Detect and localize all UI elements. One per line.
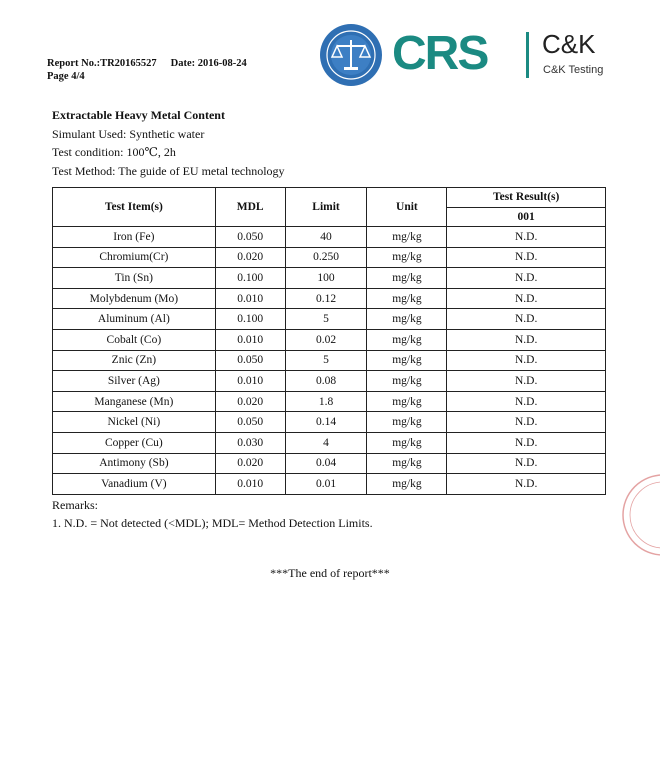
page-number: Page 4/4: [47, 71, 85, 82]
cell-limit: 40: [285, 227, 367, 248]
cell-unit: mg/kg: [367, 391, 447, 412]
cell-item: Vanadium (V): [53, 474, 216, 495]
table-row: [53, 247, 606, 268]
remarks-note: 1. N.D. = Not detected (<MDL); MDL= Method Detection Limits.: [52, 516, 373, 530]
cell-result: N.D.: [447, 329, 606, 350]
cell-mdl: 0.050: [215, 350, 285, 371]
cell-result: N.D.: [447, 350, 606, 371]
cell-mdl: 0.020: [215, 247, 285, 268]
cell-result: N.D.: [447, 371, 606, 392]
cell-limit: 0.14: [285, 412, 367, 433]
cell-limit: 0.01: [285, 474, 367, 495]
header-test-result: Test Result(s): [447, 188, 606, 208]
cell-mdl: 0.030: [215, 432, 285, 453]
table-row: [53, 412, 606, 433]
cell-mdl: 0.010: [215, 474, 285, 495]
cell-result: N.D.: [447, 288, 606, 309]
cell-limit: 0.12: [285, 288, 367, 309]
header-test-item: Test Item(s): [53, 188, 216, 227]
table-row: [53, 371, 606, 392]
table-row: [53, 268, 606, 289]
header-sample-id: 001: [447, 207, 606, 227]
cell-unit: mg/kg: [367, 350, 447, 371]
cell-result: N.D.: [447, 268, 606, 289]
cell-mdl: 0.010: [215, 371, 285, 392]
cell-unit: mg/kg: [367, 432, 447, 453]
cell-limit: 5: [285, 350, 367, 371]
cell-item: Nickel (Ni): [53, 412, 216, 433]
cell-result: N.D.: [447, 227, 606, 248]
crs-logo: CRS: [392, 27, 488, 80]
end-of-report: ***The end of report***: [270, 566, 390, 580]
cell-item: Znic (Zn): [53, 350, 216, 371]
cell-result: N.D.: [447, 432, 606, 453]
ck-subtitle: C&K Testing: [543, 64, 604, 76]
header-mdl: MDL: [215, 188, 285, 227]
table-row: [53, 227, 606, 248]
table-row: [53, 391, 606, 412]
results-table: [52, 187, 606, 495]
cell-item: Chromium(Cr): [53, 247, 216, 268]
cell-unit: mg/kg: [367, 268, 447, 289]
cell-unit: mg/kg: [367, 412, 447, 433]
table-row: [53, 309, 606, 330]
cell-mdl: 0.050: [215, 412, 285, 433]
cell-limit: 0.04: [285, 453, 367, 474]
cell-mdl: 0.010: [215, 288, 285, 309]
test-description: [52, 106, 285, 180]
cell-item: Tin (Sn): [53, 268, 216, 289]
cell-unit: mg/kg: [367, 474, 447, 495]
cell-result: N.D.: [447, 412, 606, 433]
cell-item: Manganese (Mn): [53, 391, 216, 412]
cell-limit: 4: [285, 432, 367, 453]
cell-limit: 5: [285, 309, 367, 330]
cell-limit: 0.02: [285, 329, 367, 350]
section-title: Extractable Heavy Metal Content: [52, 108, 225, 122]
remarks: [52, 496, 373, 532]
cell-limit: 0.08: [285, 371, 367, 392]
cell-mdl: 0.100: [215, 268, 285, 289]
cell-mdl: 0.100: [215, 309, 285, 330]
table-row: [53, 288, 606, 309]
header-unit: Unit: [367, 188, 447, 227]
simulant-line: Simulant Used: Synthetic water: [52, 126, 205, 141]
cell-result: N.D.: [447, 453, 606, 474]
cell-unit: mg/kg: [367, 247, 447, 268]
table-row: [53, 474, 606, 495]
table-row: [53, 329, 606, 350]
cell-unit: mg/kg: [367, 309, 447, 330]
header-limit: Limit: [285, 188, 367, 227]
method-line: Test Method: The guide of EU metal technology: [52, 163, 285, 178]
cell-result: N.D.: [447, 391, 606, 412]
cell-item: Cobalt (Co): [53, 329, 216, 350]
table-row: [53, 453, 606, 474]
cell-item: Iron (Fe): [53, 227, 216, 248]
ck-logo: C&K: [542, 29, 596, 59]
cell-mdl: 0.050: [215, 227, 285, 248]
cell-unit: mg/kg: [367, 329, 447, 350]
cell-limit: 100: [285, 268, 367, 289]
cell-limit: 1.8: [285, 391, 367, 412]
results-body: [53, 227, 606, 495]
table-row: [53, 432, 606, 453]
cell-mdl: 0.020: [215, 391, 285, 412]
logo-divider: [526, 32, 529, 78]
table-row: [53, 350, 606, 371]
cell-result: N.D.: [447, 247, 606, 268]
report-number: Report No.:TR20165527: [47, 58, 157, 69]
cell-unit: mg/kg: [367, 371, 447, 392]
scales-seal-icon: [318, 22, 384, 88]
remarks-label: Remarks:: [52, 498, 98, 512]
cell-unit: mg/kg: [367, 227, 447, 248]
cell-item: Molybdenum (Mo): [53, 288, 216, 309]
cell-item: Copper (Cu): [53, 432, 216, 453]
cell-limit: 0.250: [285, 247, 367, 268]
logo-block: [318, 20, 618, 90]
company-stamp-partial: [618, 470, 660, 560]
cell-item: Aluminum (Al): [53, 309, 216, 330]
cell-result: N.D.: [447, 474, 606, 495]
report-date: Date: 2016-08-24: [170, 58, 247, 69]
cell-mdl: 0.020: [215, 453, 285, 474]
cell-unit: mg/kg: [367, 453, 447, 474]
report-header: [47, 57, 247, 83]
cell-unit: mg/kg: [367, 288, 447, 309]
condition-line: Test condition: 100℃, 2h: [52, 145, 176, 159]
cell-item: Silver (Ag): [53, 371, 216, 392]
cell-result: N.D.: [447, 309, 606, 330]
cell-mdl: 0.010: [215, 329, 285, 350]
cell-item: Antimony (Sb): [53, 453, 216, 474]
